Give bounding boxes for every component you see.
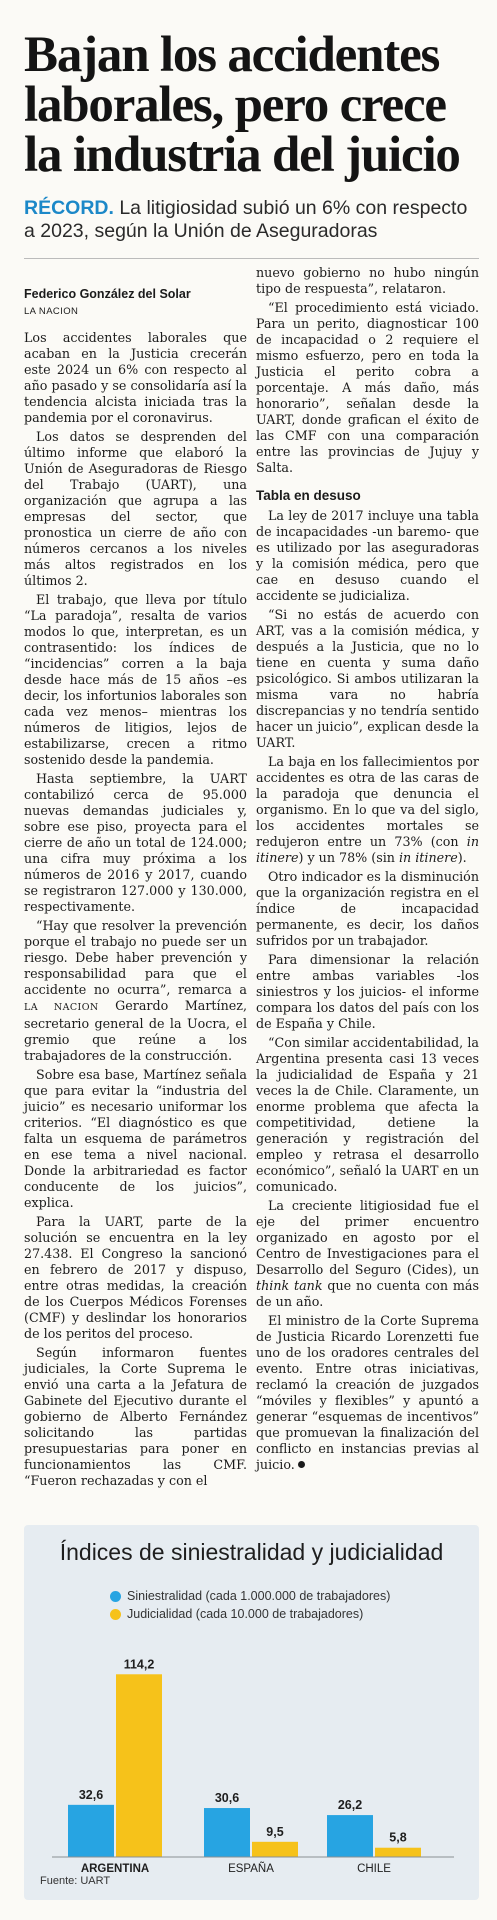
end-mark-icon	[298, 1461, 305, 1468]
italic-term: in itinere	[256, 834, 479, 865]
article-column-2	[256, 265, 479, 1476]
paragraph: Los datos se desprenden del último informe que elaboró la Unión de Aseguradoras de Riesgo del Trabajo (UART), una organización que agrupa a las empresas del sector, que pronostica un cierre de año con números cercanos a los niveles más altos registrados en los últimos 2.	[24, 429, 247, 588]
paragraph-text: La creciente litigiosidad fue el eje del primer encuentro organizado en agosto por el Centro de Investigaciones para el Desarrollo del Seguro (Cides), un	[256, 1198, 479, 1277]
paragraph: La ley de 2017 incluye una tabla de incapacidades -un baremo- que es utilizado por las aseguradoras y la comisión médica, pero que cae en desuso cuando el accidente se judicializa.	[256, 508, 479, 603]
category-label: CHILE	[357, 1863, 391, 1875]
bar-argentina-siniestralidad	[68, 1805, 114, 1857]
legend-label: Siniestralidad (cada 1.000.000 de trabajadores)	[127, 1589, 391, 1603]
data-label: 9,5	[266, 1824, 284, 1839]
paragraph: nuevo gobierno no hubo ningún tipo de respuesta”, relataron.	[256, 265, 479, 296]
category-label: ESPAÑA	[228, 1863, 274, 1875]
bar-españa-judicialidad	[252, 1842, 298, 1857]
byline: Federico González del Solar	[24, 287, 191, 301]
bar-argentina-judicialidad	[116, 1674, 162, 1857]
paragraph-text: “Hay que resolver la prevención porque el trabajo no puede ser un riesgo. Debe haber prevención y responsabilidad para que el accidente no ocurra”, remarca a	[24, 918, 247, 997]
deck-kicker: RÉCORD.	[24, 197, 114, 219]
legend-label: Judicialidad (cada 10.000 de trabajadores)	[127, 1607, 364, 1621]
deck	[24, 197, 479, 243]
data-label: 30,6	[214, 1791, 240, 1806]
italic-term: in itinere	[398, 850, 458, 865]
italic-term: think tank	[256, 1278, 323, 1293]
article-column-1	[24, 273, 247, 1492]
paragraph-text: que no cuenta con más de un año.	[256, 1278, 479, 1309]
paragraph-text: El ministro de la Corte Suprema de Justicia Ricardo Lorenzetti fue uno de los oradores centrales del evento. Entre otras iniciativas, reclamó la creación de juzgados “móviles y flexibles” y apuntó a generar “esquemas de incentivos” que promuevan la finalización del conflicto en instancias previas al juicio.	[256, 1313, 479, 1472]
paragraph	[256, 1198, 479, 1310]
paragraph: Hasta septiembre, la UART contabilizó cerca de 95.000 nuevas demandas judiciales y, sobre ese piso, proyecta para el cierre de año un total de 124.000; una cifra muy próxima a los números de 2016 y 2017, cuando se registraron 127.000 y 130.000, respectivamente.	[24, 771, 247, 914]
paragraph: Para dimensionar la relación entre ambas variables -los siniestros y los juicios- el informe compara los datos del país con los de España y Chile.	[256, 952, 479, 1031]
paragraph: Para la UART, parte de la solución se encuentra en la ley 27.438. El Congreso la sancionó en febrero de 2017 y dispuso, entre otras medidas, la creación de los Cuerpos Médicos Forenses (CMF) y deslindar los honorarios de los peritos del proceso.	[24, 1214, 247, 1341]
subheading: Tabla en desuso	[256, 488, 361, 503]
publication-mention: LA NACION	[24, 1002, 99, 1013]
bar-españa-siniestralidad	[204, 1808, 250, 1857]
paragraph: Los accidentes laborales que acaban en la Justicia crecerán este 2024 un 6% con respecto al año pasado y se consolidaría así la tendencia alcista iniciada tras la pandemia por el coronavirus.	[24, 330, 247, 425]
paragraph: Según informaron fuentes judiciales, la Corte Suprema le envió una carta a la Jefatura de Gabinete del Ejecutivo durante el gobierno de Alberto Fernández solicitando las partidas presupuestarias para poner en funcionamientos las CMF. “Fueron rechazadas y con el	[24, 1345, 247, 1488]
data-label: 5,8	[389, 1830, 407, 1845]
paragraph: “El procedimiento está viciado. Para un perito, diagnosticar 100 de incapacidad o 2 requiere el mismo esfuerzo, pero en toda la Justicia el perito cobra a porcentaje. A más daño, más honorario”, señalan desde la UART, donde grafican el éxito de las CMF con una comparación entre las provincias de Jujuy y Salta.	[256, 300, 479, 475]
data-label: 26,2	[337, 1798, 363, 1813]
category-label: ARGENTINA	[80, 1863, 150, 1875]
paragraph	[256, 754, 479, 866]
paragraph-text: ) y un 78% (sin	[298, 850, 399, 865]
paragraph-text: Gerardo Martínez, secretario general de la Uocra, el gremio que reúne a los trabajadores de la construcción.	[24, 998, 247, 1063]
deck-text: La litigiosidad subió un 6% con respecto a 2023, según la Unión de Aseguradoras	[24, 197, 468, 242]
chart-source: Fuente: UART	[40, 1875, 111, 1887]
data-label: 32,6	[78, 1787, 104, 1802]
headline: Bajan los accidentes laborales, pero crece la industria del juicio	[24, 27, 460, 183]
paragraph: “Si no estás de acuerdo con ART, vas a la comisión médica, y después a la Justicia, que no lo tiene en cuenta y suma daño psicológico. Si ambos utilizaran la misma vara no habría discrepancias y no tendría sentido hacer un juicio”, explican desde la UART.	[256, 607, 479, 750]
paragraph	[256, 1313, 479, 1473]
paragraph-text: ).	[457, 850, 467, 865]
publication-tag: LA NACION	[24, 306, 79, 317]
bar-chile-judicialidad	[375, 1848, 421, 1857]
paragraph-text: La baja en los fallecimientos por accidentes es otra de las caras de la paradoja que denuncia el organismo. En lo que va del siglo, los accidentes mortales se redujeron entre un 73% (con	[256, 754, 479, 849]
chart-title: Índices de siniestralidad y judicialidad	[59, 1539, 444, 1565]
paragraph	[24, 918, 247, 1064]
deck-divider	[24, 258, 479, 259]
bar-chile-siniestralidad	[327, 1815, 373, 1857]
paragraph: “Con similar accidentabilidad, la Argentina presenta casi 13 veces la judicialidad de España y 21 veces la de Chile. Claramente, un enorme problema que afecta la competitividad, detiene la generación y registración del empleo y retrasa el desarrollo económico”, señaló la UART en un comunicado.	[256, 1035, 479, 1194]
paragraph: El trabajo, que lleva por título “La paradoja”, resalta de varios modos lo que, interpretan, es un contrasentido: los índices de “incidencias” corren a la baja desde hace más de 15 años –es decir, los infortunios laborales son cada vez menos– mientras los números de litigios, lejos de estabilizarse, crecen a ritmo sostenido desde la pandemia.	[24, 592, 247, 767]
data-label: 114,2	[123, 1657, 155, 1672]
bar-chart	[24, 1525, 479, 1900]
chart-plot	[24, 1525, 479, 1900]
paragraph: Otro indicador es la disminución que la organización registra en el índice de incapacidad permanente, es decir, los daños sufridos por un trabajador.	[256, 869, 479, 948]
paragraph: Sobre esa base, Martínez señala que para evitar la “industria del juicio” es necesario uniformar los criterios. “El diagnóstico es que falta un esquema de parámetros en ese tema a nivel nacional. Donde la arbitrariedad es factor conducente de los juicios”, explica.	[24, 1067, 247, 1210]
